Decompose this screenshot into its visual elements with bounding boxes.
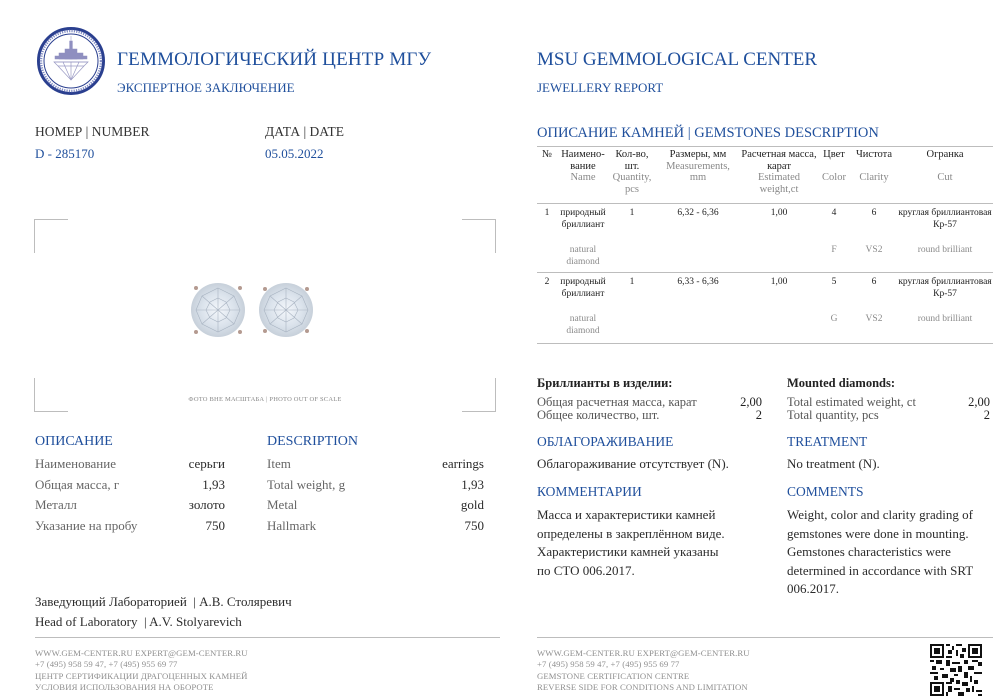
description-row-ru (35, 477, 225, 497)
cell-clarity-ru: 6 (871, 208, 877, 218)
column-header: Кол-во, шт. Quantity, pcs (612, 149, 652, 195)
cell-cut-ru: круглая бриллиантовая Кр-57 (898, 208, 992, 230)
description-label: Указание на пробу (35, 518, 138, 533)
description-value: 1,93 (461, 477, 484, 492)
description-row-ru (35, 518, 225, 538)
qr-code-icon[interactable] (930, 644, 982, 696)
report-date-label: ДАТА | DATE (265, 124, 345, 139)
cell-name-ru: природный бриллиант (560, 208, 606, 230)
description-value: серьги (188, 456, 225, 471)
footer-ru (35, 648, 248, 693)
description-value: gold (460, 497, 484, 512)
report-number-value: D - 285170 (35, 146, 95, 161)
column-header: № (541, 149, 553, 160)
cell-color-en: F (831, 245, 837, 255)
table-row (537, 272, 993, 314)
column-header: Огранка Cut (926, 149, 964, 183)
footer-line: УСЛОВИЯ ИСПОЛЬЗОВАНИЯ НА ОБОРОТЕ (35, 681, 214, 692)
cell-clarity-en: VS2 (865, 245, 883, 255)
cell-measurements: 6,33 - 6,36 (677, 277, 719, 287)
description-label: Металл (35, 497, 77, 512)
center-title-en: MSU GEMMOLOGICAL CENTER (537, 49, 818, 70)
comment-line: Weight, color and clarity grading of (787, 507, 973, 522)
description-row-en (267, 477, 484, 497)
footer-divider (537, 637, 993, 638)
diamond-left-icon (191, 283, 245, 337)
footer-divider (35, 637, 500, 638)
cell-name-en: natural diamond (566, 314, 600, 336)
table-row (537, 203, 993, 245)
treatment-text-en: No treatment (N). (787, 456, 880, 471)
cell-cut-ru: круглая бриллиантовая Кр-57 (898, 277, 992, 299)
comments-heading-en: COMMENTS (787, 484, 864, 499)
summary-label: Общая расчетная масса, карат (537, 395, 697, 409)
description-value: 1,93 (202, 477, 225, 492)
footer-line: +7 (495) 958 59 47, +7 (495) 955 69 77 (35, 659, 178, 670)
description-heading-en: DESCRIPTION (267, 434, 359, 449)
description-row-en (267, 456, 484, 476)
report-number-label: НОМЕР | NUMBER (35, 124, 150, 139)
description-row-en (267, 497, 484, 517)
cell-color-en: G (830, 314, 838, 324)
comments-text-ru (537, 506, 725, 580)
column-header: Наимено- вание Name (561, 149, 605, 183)
column-header: Цвет Color (822, 149, 846, 183)
cell-qty: 1 (629, 277, 635, 287)
report-subtitle-ru: ЭКСПЕРТНОЕ ЗАКЛЮЧЕНИЕ (117, 80, 295, 95)
comment-line: 006.2017. (787, 581, 839, 596)
summary-value: 2 (983, 408, 990, 422)
footer-line: ЦЕНТР СЕРТИФИКАЦИИ ДРАГОЦЕННЫХ КАМНЕЙ (35, 670, 248, 681)
cell-color-ru: 5 (831, 277, 837, 287)
signature-ru: Заведующий Лабораторией | А.В. Столяревич (35, 594, 292, 609)
description-label: Hallmark (267, 518, 317, 533)
comments-text-en (787, 506, 973, 599)
footer-line: WWW.GEM-CENTER.RU EXPERT@GEM-CENTER.RU (537, 648, 750, 658)
description-value: золото (188, 497, 225, 512)
report-date-value: 05.05.2022 (265, 146, 324, 161)
column-header: Чистота Clarity (855, 149, 893, 183)
summary-value: 2,00 (968, 395, 990, 409)
comment-line: determined in accordance with SRT (787, 562, 974, 578)
center-title-ru: ГЕММОЛОГИЧЕСКИЙ ЦЕНТР МГУ (117, 49, 432, 70)
summary-row-en (787, 408, 990, 422)
frame-corner-top-left (34, 219, 68, 253)
footer-en (537, 648, 750, 693)
description-heading-ru: ОПИСАНИЕ (35, 434, 113, 449)
cell-weight: 1,00 (770, 208, 788, 218)
signature-en: Head of Laboratory | A.V. Stolyarevich (35, 614, 242, 629)
summary-label: Общее количество, шт. (537, 408, 660, 422)
cell-clarity-ru: 6 (871, 277, 877, 287)
footer-line: WWW.GEM-CENTER.RU EXPERT@GEM-CENTER.RU (35, 648, 248, 658)
cell-measurements: 6,32 - 6,36 (677, 208, 719, 218)
divider (537, 146, 993, 147)
frame-corner-bottom-left (34, 378, 68, 412)
comments-heading-ru: КОММЕНТАРИИ (537, 484, 642, 499)
description-label: Наименование (35, 456, 116, 471)
cell-clarity-en: VS2 (865, 314, 883, 324)
summary-value: 2,00 (740, 395, 762, 409)
summary-row-ru (537, 408, 762, 422)
comment-line: по СТО 006.2017. (537, 562, 635, 578)
table-row-en (537, 245, 993, 272)
description-value: 750 (205, 518, 225, 533)
treatment-heading-ru: ОБЛАГОРАЖИВАНИЕ (537, 434, 674, 449)
table-row-en (537, 314, 993, 341)
earrings-photo (186, 280, 318, 340)
report-subtitle-en: JEWELLERY REPORT (537, 80, 664, 95)
summary-heading-ru: Бриллианты в изделии: (537, 376, 673, 390)
description-label: Total weight, g (267, 477, 346, 492)
description-label: Общая масса, г (35, 477, 120, 492)
msu-seal-logo-icon (37, 27, 105, 95)
gemstones-table (537, 149, 993, 341)
description-value: 750 (464, 518, 484, 533)
cell-color-ru: 4 (831, 208, 837, 218)
cell-qty: 1 (629, 208, 635, 218)
photo-caption: ФОТО ВНЕ МАСШТАБА | PHOTO OUT OF SCALE (188, 396, 342, 403)
cell-cut-en: round brilliant (917, 245, 973, 255)
divider (537, 343, 993, 344)
treatment-heading-en: TREATMENT (787, 434, 868, 449)
description-row-ru (35, 456, 225, 476)
description-label: Metal (267, 497, 298, 512)
comment-line: gemstones were done in mounting. (787, 525, 969, 541)
diamond-right-icon (259, 283, 313, 337)
gemstones-title: ОПИСАНИЕ КАМНЕЙ | GEMSTONES DESCRIPTION (537, 125, 879, 141)
cell-no: 1 (544, 208, 550, 218)
summary-value: 2 (755, 408, 762, 422)
summary-row-en (787, 395, 990, 409)
description-row-ru (35, 497, 225, 517)
footer-line: REVERSE SIDE FOR CONDITIONS AND LIMITATION (537, 681, 748, 692)
summary-heading-en: Mounted diamonds: (787, 376, 896, 390)
frame-corner-top-right (462, 219, 496, 253)
comment-line: определены в закреплённом виде. (537, 525, 725, 541)
cell-no: 2 (544, 277, 550, 287)
description-row-en (267, 518, 484, 538)
description-label: Item (267, 456, 291, 471)
frame-corner-bottom-right (462, 378, 496, 412)
comment-line: Масса и характеристики камней (537, 507, 716, 522)
cell-cut-en: round brilliant (917, 314, 973, 324)
comment-line: Gemstones characteristics were (787, 544, 951, 559)
treatment-text-ru: Облагораживание отсутствует (N). (537, 456, 729, 471)
footer-line: GEMSTONE CERTIFICATION CENTRE (537, 670, 690, 681)
description-value: earrings (442, 456, 484, 471)
summary-label: Total estimated weight, ct (787, 395, 916, 409)
summary-row-ru (537, 395, 762, 409)
cell-name-ru: природный бриллиант (560, 277, 606, 299)
column-header: Размеры, мм Measurements, mm (666, 149, 730, 183)
comment-line: Характеристики камней указаны (537, 544, 719, 559)
summary-label: Total quantity, pcs (787, 408, 879, 422)
cell-name-en: natural diamond (566, 245, 600, 267)
table-header-row (537, 149, 993, 203)
cell-weight: 1,00 (770, 277, 788, 287)
footer-line: +7 (495) 958 59 47, +7 (495) 955 69 77 (537, 659, 680, 670)
column-header: Расчетная масса, карат Estimated weight,ct (741, 149, 817, 195)
